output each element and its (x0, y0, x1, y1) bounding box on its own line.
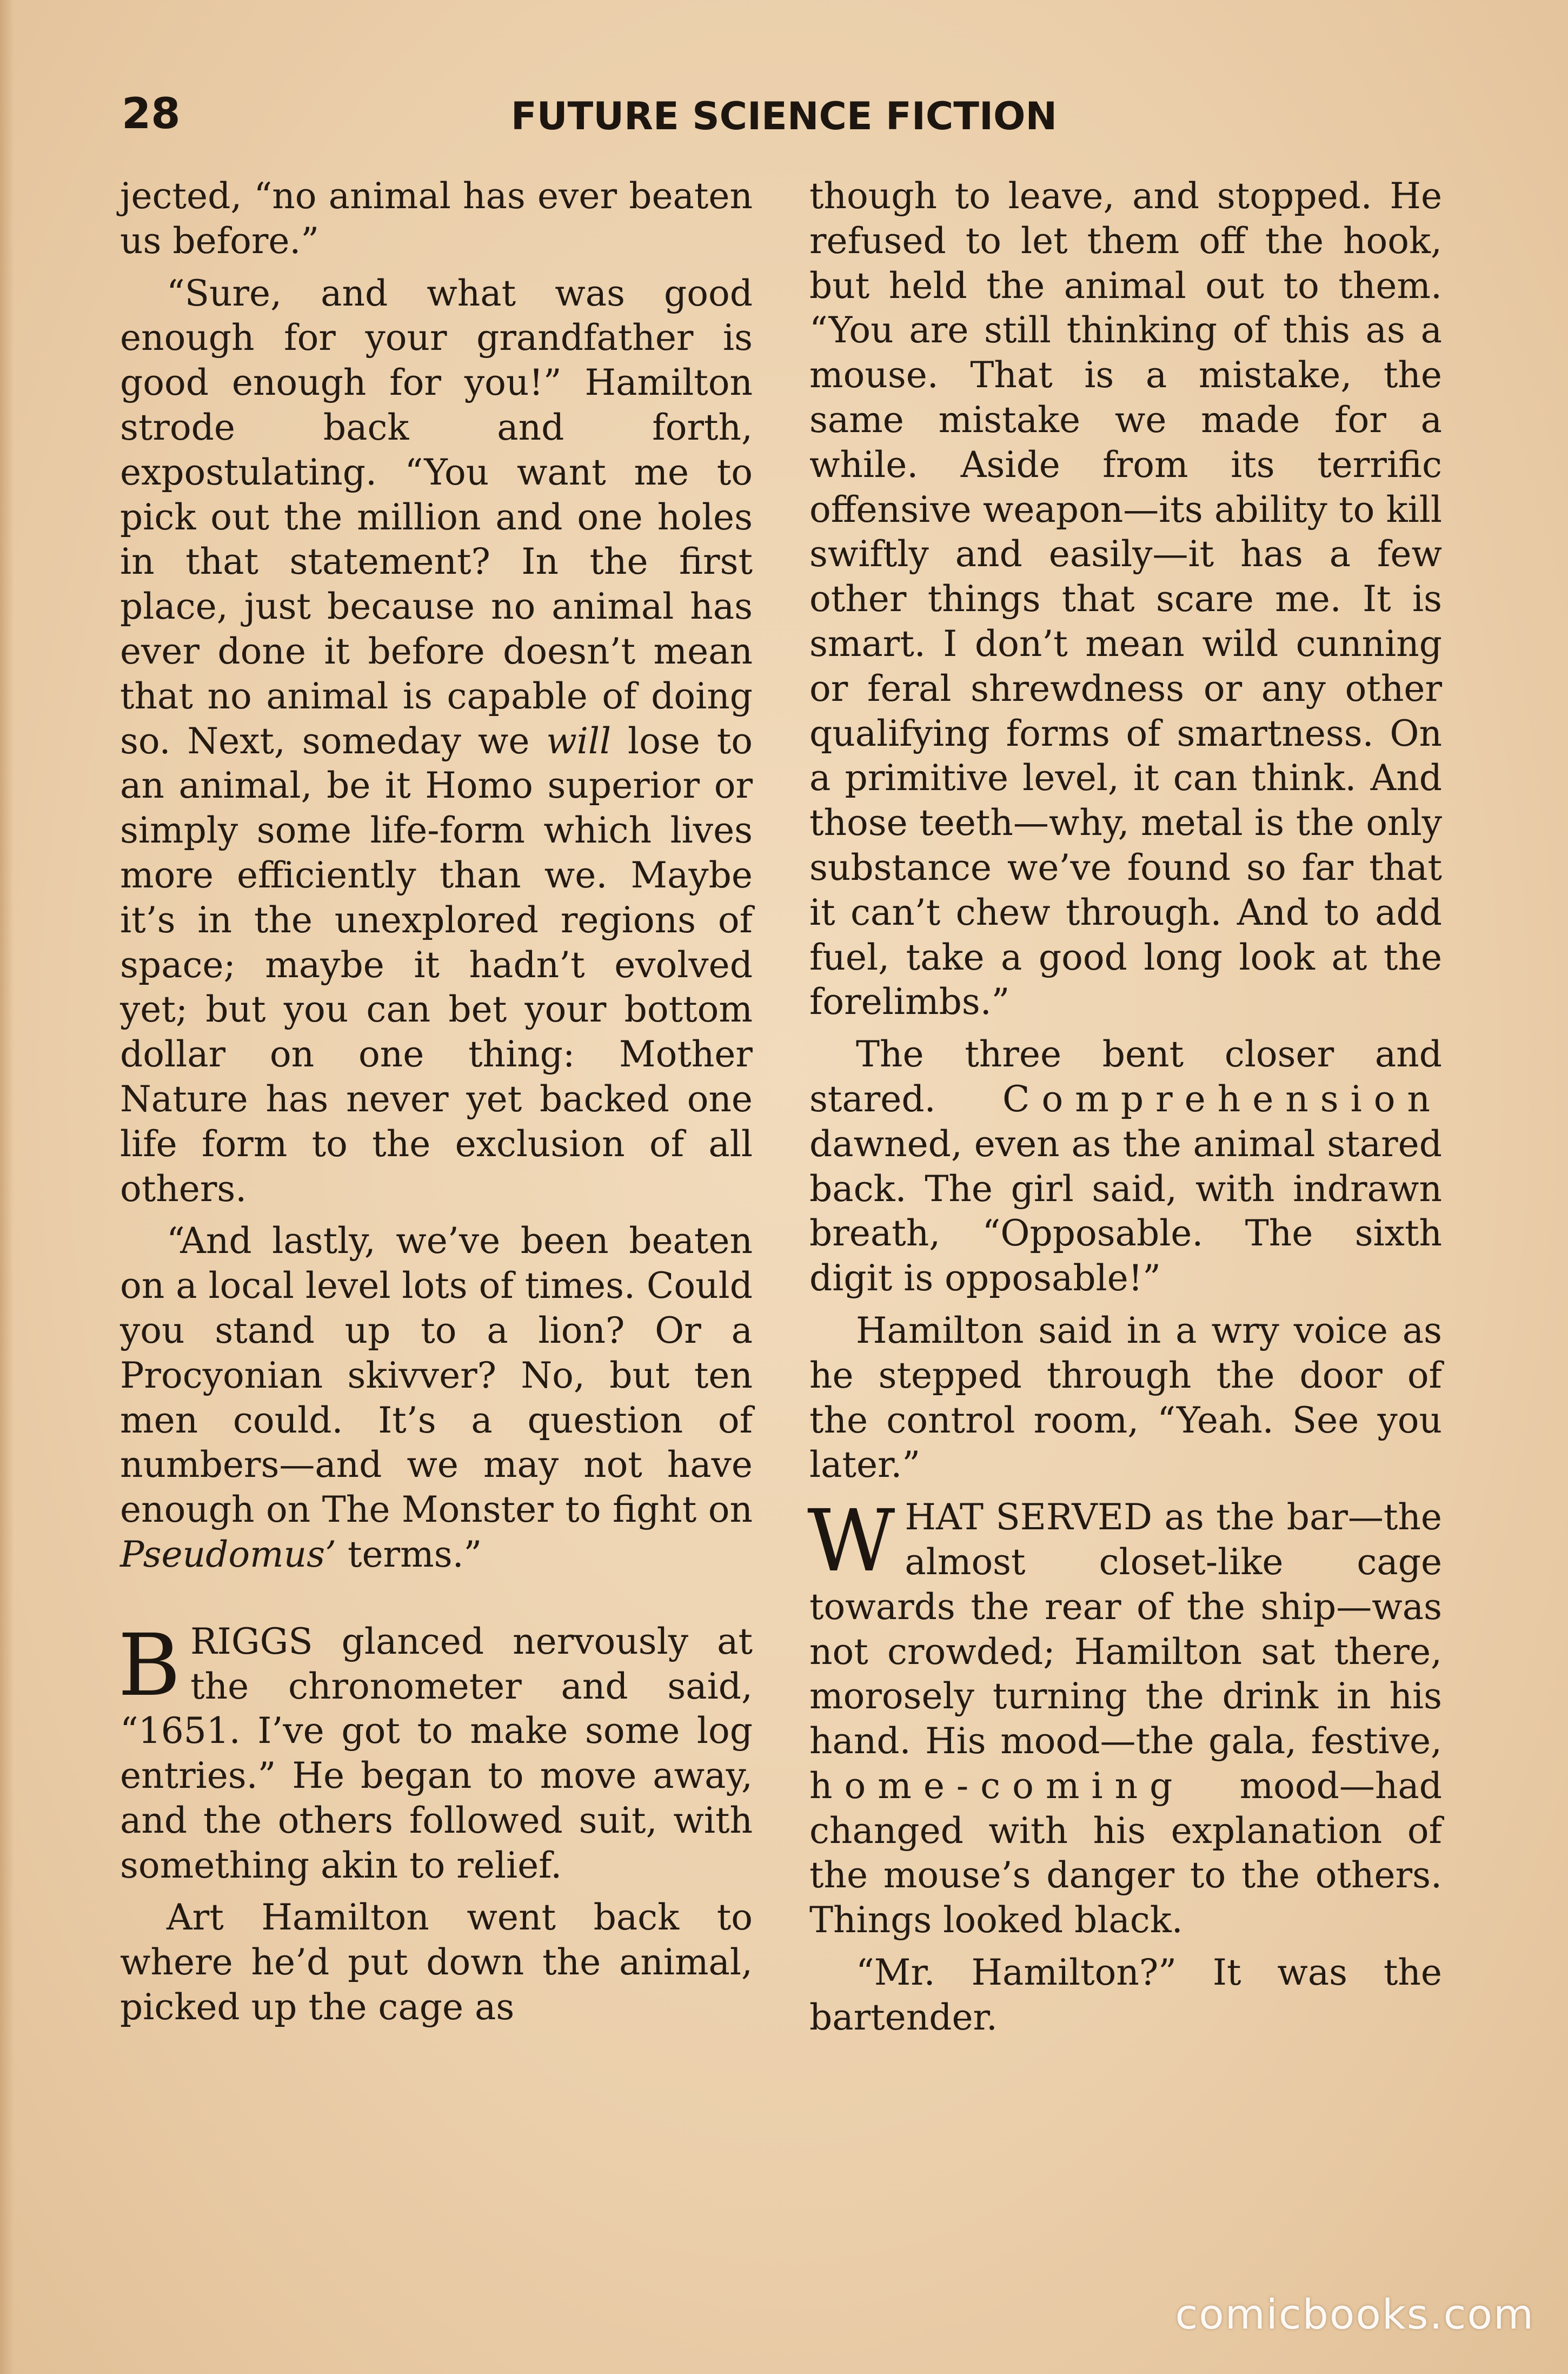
paragraph-briggs (118, 1615, 753, 1888)
text-run: dawned, even as the animal stared back. The girl said, with indrawn breath, “Opposable. The sixth digit is opposable!” (809, 1123, 1442, 1299)
paragraph-wry-voice: Hamilton said in a wry voice as he stepped through the door of the control room, “Yeah. See you later.” (809, 1309, 1442, 1486)
page-edge-shadow (0, 0, 14, 2374)
text-run: The three bent closer and stared. (809, 1033, 1442, 1120)
right-column (809, 174, 1442, 2040)
paragraph-bar (807, 1491, 1442, 1943)
page-number: 28 (122, 90, 181, 138)
text-run: mood—had changed with his explanation of the mouse’s danger to the others. Things looked black. (809, 1765, 1442, 1941)
text-run: “And lastly, we’ve been beaten on a local level lots of times. Could you stand up to a lion? Or a Procyonian skivver? No, but ten men could. It’s a question of numbers—and we may not have enough on The Monster to fight on (120, 1220, 753, 1531)
text-run: HAT SERVED as the bar—the almost closet-like cage towards the rear of the ship—was not crowded; Hamilton sat there, morosely turning the drink in his hand. His mood—the gala, festive, (809, 1496, 1442, 1762)
paragraph-continuation: though to leave, and stopped. He refused to let them off the hook, but held the animal out to them. “You are still thinking of this as a mouse. That is a mistake, the same mistake we made for a while. Aside from its terrific offensive weapon—its ability to kill swiftly and easily—it has a few other things that scare me. It is smart. I don’t mean wild cunning or feral shrewdness or any other qualifying forms of smartness. On a primitive level, it can think. And those teeth—why, metal is the only substance we’ve found so far that it can’t chew through. And to add fuel, take a good long look at the forelimbs.” (809, 175, 1442, 1023)
paragraph-continuation: jected, “no animal has ever beaten us before.” (120, 175, 753, 262)
paragraph-bartender: “Mr. Hamilton?” It was the bartender. (809, 1952, 1442, 2038)
paragraph-art-hamilton: Art Hamilton went back to where he’d put down the animal, picked up the cage as (120, 1896, 753, 2028)
text-run: terms.” (336, 1533, 482, 1575)
text-run: lose to an animal, be it Homo superior or simply some life-form which lives more efficiently than we. Maybe it’s in the unexplored regions of space; maybe it hadn’t evolved yet; but you can bet your bottom dollar on one thing: Mother Nature has never yet backed one life form to the exclusion of all others. (120, 720, 753, 1210)
left-column (120, 174, 753, 2030)
letterspaced-word: Comprehension (1002, 1078, 1442, 1120)
text-run: “Sure, and what was good enough for your grandfather is good enough for you!” Hamilton strode back and forth, expostulating. “You want me to pick out the million and one holes in that statement? In the first place, just because no animal has ever done it before doesn’t mean that no animal is capable of doing so. Next, someday we (120, 272, 753, 762)
italic-word: Pseudomus’ (120, 1533, 336, 1575)
watermark: comicbooks.com (1175, 2290, 1534, 2338)
paragraph-three-bent (809, 1032, 1442, 1301)
running-head-title: FUTURE SCIENCE FICTION (510, 94, 1058, 138)
drop-cap-w: W (807, 1491, 895, 1591)
drop-cap-b: B (118, 1615, 181, 1715)
paragraph-lastly (120, 1219, 753, 1577)
paragraph-hamilton-speech (120, 271, 753, 1212)
italic-word: will (546, 720, 612, 762)
letterspaced-word: home-coming (809, 1765, 1185, 1807)
text-run: RIGGS glanced nervously at the chronometer and said, “1651. I’ve got to make some log entries.” He began to move away, and the others followed suit, with something akin to relief. (120, 1620, 753, 1886)
